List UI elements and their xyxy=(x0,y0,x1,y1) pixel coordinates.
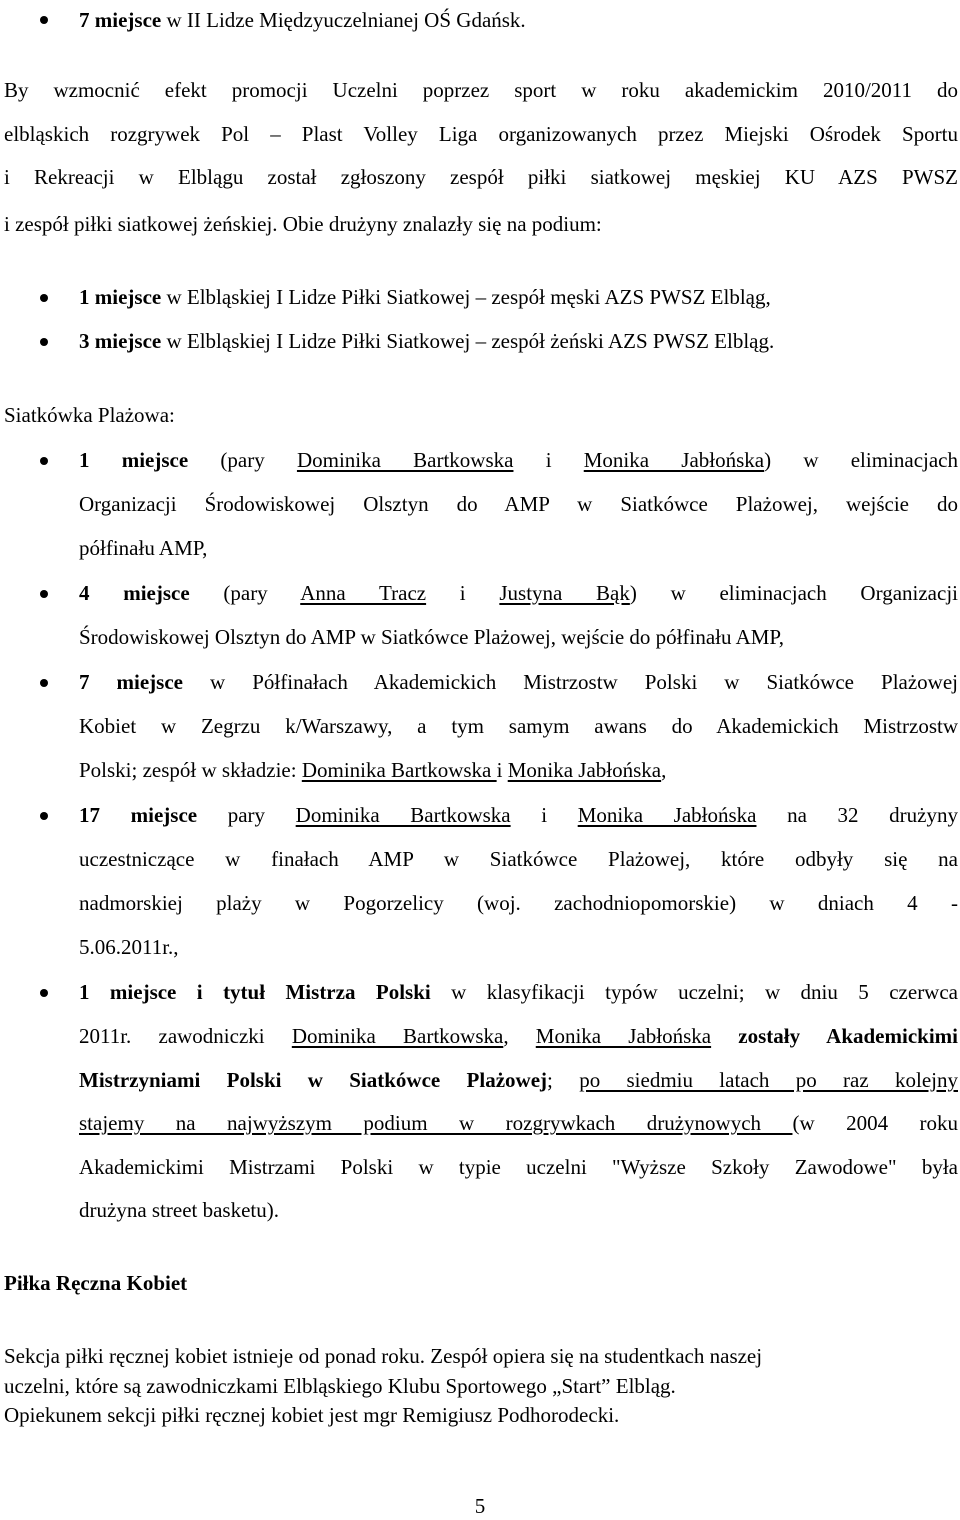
beach-item-4-line2: uczestniczące w finałach AMP w Siatkówce Plażowej, które odbyły się na xyxy=(79,847,958,871)
handball-line1: Sekcja piłki ręcznej kobiet istnieje od ponad roku. Zespół opiera się na studentkach naszej xyxy=(4,1344,763,1368)
bullet xyxy=(40,457,48,465)
beach-item-2-line2: Środowiskowej Olsztyn do AMP w Siatkówce Plażowej, wejście do półfinału AMP, xyxy=(79,625,785,649)
athlete-name: Dominika Bartkowska xyxy=(291,1024,504,1048)
bullet xyxy=(40,338,48,346)
placement-bold: 7 miejsce xyxy=(79,8,162,32)
beach-item-5-line3: Mistrzyniami Polski w Siatkówce Plażowej; po siedmiu latach po raz kolejny xyxy=(79,1068,958,1092)
handball-line2: uczelni, które są zawodniczkami Elbląskiego Klubu Sportowego „Start” Elbląg. xyxy=(4,1374,676,1398)
beach-item-5-line6: drużyna street basketu). xyxy=(79,1198,280,1222)
bullet xyxy=(40,812,48,820)
bullet xyxy=(40,294,48,302)
athlete-name: Monika Jabłońska xyxy=(507,758,662,782)
bullet xyxy=(40,989,48,997)
para1-line3: i Rekreacji w Elblągu został zgłoszony zespół piłki siatkowej męskiej KU AZS PWSZ xyxy=(4,165,958,189)
beach-item-5-line1: 1 miejsce i tytuł Mistrza Polski w klasyfikacji typów uczelni; w dniu 5 czerwca xyxy=(79,980,958,1004)
para1-line4: i zespół piłki siatkowej żeńskiej. Obie drużyny znalazły się na podium: xyxy=(4,212,602,236)
athlete-name: Monika Jabłońska xyxy=(583,448,765,472)
bullet xyxy=(40,679,48,687)
podium-item-1: 1 miejsce w Elbląskiej I Lidze Piłki Siatkowej – zespół męski AZS PWSZ Elbląg, xyxy=(79,285,771,309)
bullet xyxy=(40,590,48,598)
beach-item-1-line3: półfinału AMP, xyxy=(79,536,208,560)
section-heading-beach: Siatkówka Plażowa: xyxy=(4,403,175,427)
podium-item-2: 3 miejsce w Elbląskiej I Lidze Piłki Siatkowej – zespół żeński AZS PWSZ Elbląg. xyxy=(79,329,775,353)
beach-item-2-line1: 4 miejsce (pary Anna Tracz i Justyna Bąk) w eliminacjach Organizacji xyxy=(79,581,958,605)
beach-item-5-line4: stajemy na najwyższym podium w rozgrywkach drużynowych (w 2004 roku xyxy=(79,1111,959,1135)
beach-item-3-line2: Kobiet w Zegrzu k/Warszawy, a tym samym awans do Akademickich Mistrzostw xyxy=(79,714,958,738)
beach-item-3-line1: 7 miejsce w Półfinałach Akademickich Mistrzostw Polski w Siatkówce Plażowej xyxy=(79,670,958,694)
athlete-name: Anna Tracz xyxy=(300,581,427,605)
athlete-name: Monika Jabłońska xyxy=(577,803,757,827)
para1-line1: By wzmocnić efekt promocji Uczelni poprzez sport w roku akademickim 2010/2011 do xyxy=(4,78,958,102)
para1-line2: elbląskich rozgrywek Pol – Plast Volley Liga organizowanych przez Miejski Ośrodek Sportu xyxy=(4,122,958,146)
section-heading-handball: Piłka Ręczna Kobiet xyxy=(4,1271,188,1295)
athlete-name: Dominika Bartkowska xyxy=(295,803,511,827)
beach-item-5-line5: Akademickimi Mistrzami Polski w typie uczelni "Wyższe Szkoły Zawodowe" była xyxy=(79,1155,958,1179)
intro-bullet-text: 7 miejsce w II Lidze Międzyuczelnianej OŚ Gdańsk. xyxy=(79,8,526,32)
beach-item-1-line2: Organizacji Środowiskowej Olsztyn do AMP w Siatkówce Plażowej, wejście do xyxy=(79,492,958,516)
beach-item-5-line2: 2011r. zawodniczki Dominika Bartkowska, Monika Jabłońska zostały Akademickimi xyxy=(79,1024,958,1048)
athlete-name: Dominika Bartkowska xyxy=(296,448,514,472)
beach-item-4-line1: 17 miejsce pary Dominika Bartkowska i Monika Jabłońska na 32 drużyny xyxy=(79,803,958,827)
athlete-name: Monika Jabłońska xyxy=(535,1024,712,1048)
beach-item-4-line4: 5.06.2011r., xyxy=(79,935,179,959)
athlete-name: Dominika Bartkowska xyxy=(301,758,497,782)
beach-item-4-line3: nadmorskiej plaży w Pogorzelicy (woj. zachodniopomorskie) w dniach 4 - xyxy=(79,891,958,915)
athlete-name: Justyna Bąk xyxy=(499,581,630,605)
handball-line3: Opiekunem sekcji piłki ręcznej kobiet jest mgr Remigiusz Podhorodecki. xyxy=(4,1403,620,1427)
bullet xyxy=(40,16,48,24)
beach-item-3-line3: Polski; zespół w składzie: Dominika Bartkowska i Monika Jabłońska, xyxy=(79,758,667,782)
page-number: 5 xyxy=(474,1494,486,1518)
beach-item-1-line1: 1 miejsce (pary Dominika Bartkowska i Monika Jabłońska) w eliminacjach xyxy=(79,448,958,472)
